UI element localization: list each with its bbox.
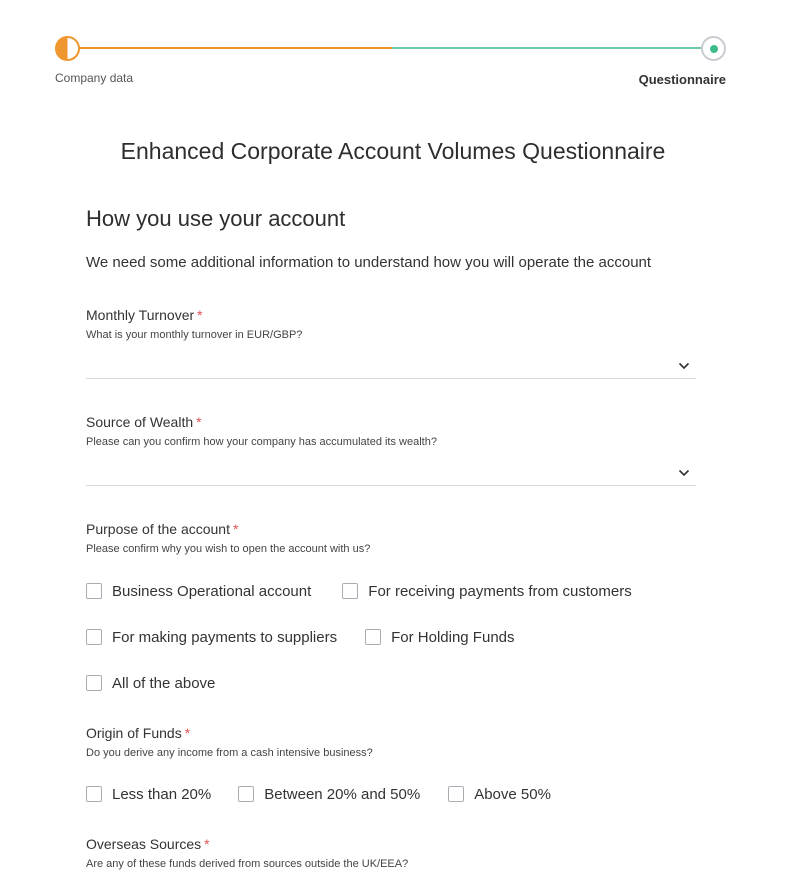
checkbox-label: For receiving payments from customers [368,582,632,600]
active-step-dot [710,45,718,53]
checkbox[interactable] [86,786,102,802]
checkbox-label: Above 50% [474,785,551,803]
origin-of-funds-options [86,784,696,804]
progress-line-completed [78,47,392,49]
chevron-down-icon [678,467,690,479]
step-label-company-data[interactable]: Company data [55,71,134,85]
origin-of-funds-label [86,724,696,742]
required-marker: * [204,836,210,852]
source-of-wealth-label-text: Source of Wealth [86,414,194,430]
monthly-turnover-label [86,306,696,324]
checkbox[interactable] [86,675,102,691]
origin-option-above-50[interactable] [448,784,551,804]
purpose-option-making-payments[interactable] [86,627,337,647]
purpose-option-receiving-payments[interactable] [342,581,631,601]
source-of-wealth-select[interactable] [86,464,696,486]
checkbox-label: All of the above [112,674,216,692]
overseas-sources-label [86,835,696,853]
purpose-option-all[interactable] [86,673,215,693]
overseas-sources-label-text: Overseas Sources [86,836,202,852]
step-label-questionnaire: Questionnaire [638,72,726,87]
field-overseas-sources [86,835,696,880]
checkbox[interactable] [342,583,358,599]
questionnaire-form [86,204,696,880]
checkbox[interactable] [365,629,381,645]
section-title: How you use your account [86,206,346,231]
checkbox[interactable] [86,583,102,599]
origin-of-funds-label-text: Origin of Funds [86,725,182,741]
checkbox[interactable] [86,629,102,645]
checkbox[interactable] [448,786,464,802]
field-origin-of-funds [86,724,696,804]
step-company-data-marker[interactable] [55,36,80,61]
origin-option-less-than-20[interactable] [86,784,211,804]
required-marker: * [196,414,202,430]
checkbox-label: For making payments to suppliers [112,628,338,646]
field-purpose-of-account [86,520,696,693]
source-of-wealth-help: Please can you confirm how your company has accumulated its wealth? [86,436,437,448]
purpose-option-business-operational[interactable] [86,581,311,601]
step-questionnaire-marker [701,36,726,61]
page-title: Enhanced Corporate Account Volumes Questionnaire [120,138,666,164]
monthly-turnover-help: What is your monthly turnover in EUR/GBP? [86,329,303,341]
purpose-label [86,520,696,538]
origin-option-between-20-50[interactable] [238,784,420,804]
checkbox-label: For Holding Funds [391,628,515,646]
monthly-turnover-select[interactable] [86,357,696,379]
chevron-down-icon [678,360,690,372]
overseas-sources-help: Are any of these funds derived from sources outside the UK/EEA? [86,858,409,870]
required-marker: * [184,725,191,741]
purpose-label-text: Purpose of the account [86,521,230,537]
purpose-help: Please confirm why you wish to open the account with us? [86,543,371,555]
source-of-wealth-label [86,413,696,431]
origin-of-funds-help: Do you derive any income from a cash intensive business? [86,747,373,759]
section-intro: We need some additional information to understand how you will operate the account [86,254,652,271]
checkbox[interactable] [238,786,254,802]
monthly-turnover-label-text: Monthly Turnover [86,307,195,323]
purpose-options [86,581,696,693]
required-marker: * [233,521,239,537]
field-source-of-wealth [86,413,696,486]
field-monthly-turnover [86,306,696,379]
required-marker: * [197,307,203,323]
checkbox-label: Between 20% and 50% [264,785,421,803]
checkbox-label: Business Operational account [112,582,312,600]
checkbox-label: Less than 20% [112,785,212,803]
progress-line-remaining [392,47,703,49]
purpose-option-holding-funds[interactable] [365,627,514,647]
progress-stepper [0,0,786,100]
